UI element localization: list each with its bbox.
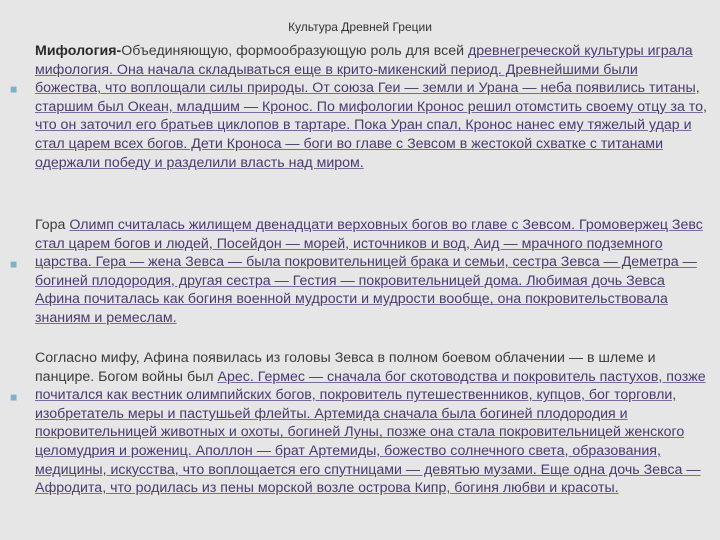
slide-title: Культура Древней Греции xyxy=(288,20,432,34)
bullet-text xyxy=(35,216,707,328)
bullet-plain-text: Гора xyxy=(35,217,70,233)
bullet-link[interactable]: Олимп считалась жилищем двенадцати верховных богов во главе с Зевсом. Громовержец Зевс стал царем богов и людей, Посейдон — морей, источников и вод, Аид — мрачного подземного царства. Гера — жена Зевса — была покровительницей брака и семьи, сестра Зевса — Деметра — богиней плодородия, другая сестра — Гестия — покровительницей дома. Любимая дочь Зевса Афина почиталась как богиня военной мудрости и мудрости вообще, она покровительствовала знаниям и ремеслам. xyxy=(35,217,703,326)
bullet-icon: ◼ xyxy=(10,84,18,94)
bullet-plain-text: Согласно мифу, Афина появилась из головы Зевса в полном боевом облачении — в шлеме и панцире. Богом войны был xyxy=(35,350,656,385)
bullet-link[interactable]: Арес. Гермес — сначала бог скотоводства и покровитель пастухов, позже почитался как вестник олимпийских богов, покровитель путешественников, купцов, бог торговли, изобретатель меры и пастушьей флейты. Артемида сначала была богиней плодородия и покровительницей животных и охоты, богиней Луны, позже она стала покровительницей женского целомудрия и рожениц. Аполлон — брат Артемиды, божество солнечного света, образования, медицины, искусства, что воплощается его спутницами — девятью музами. Еще одна дочь Зевса — Афродита, что родилась из пены морской возле острова Кипр, богиня любви и красоты. xyxy=(35,368,706,497)
bullet-icon: ◼ xyxy=(10,259,18,269)
bullet-icon: ◼ xyxy=(10,392,18,402)
bullet-plain-text: Объединяющую, формообразующую роль для всей xyxy=(121,43,468,59)
bullet-lead: Мифология- xyxy=(35,43,122,59)
bullet-text xyxy=(35,349,707,498)
bullet-link[interactable]: древнегреческой культуры играла мифология. Она начала складываться еще в крито-микенский период. Древнейшими были божества, что воплощали силы природы. От союза Геи — земли и Урана — неба появились титаны, старшим был Океан, младшим — Кронос. По мифологии Кронос решил отомстить своему отцу за то, что он заточил его братьев циклопов в тартаре. Пока Уран спал, Кронос нанес ему тяжелый удар и стал царем всех богов. Дети Кроноса — боги во главе с Зевсом в жестокой схватке с титанами одержали победу и разделили власть над миром. xyxy=(35,43,707,171)
bullet-text xyxy=(35,42,707,172)
